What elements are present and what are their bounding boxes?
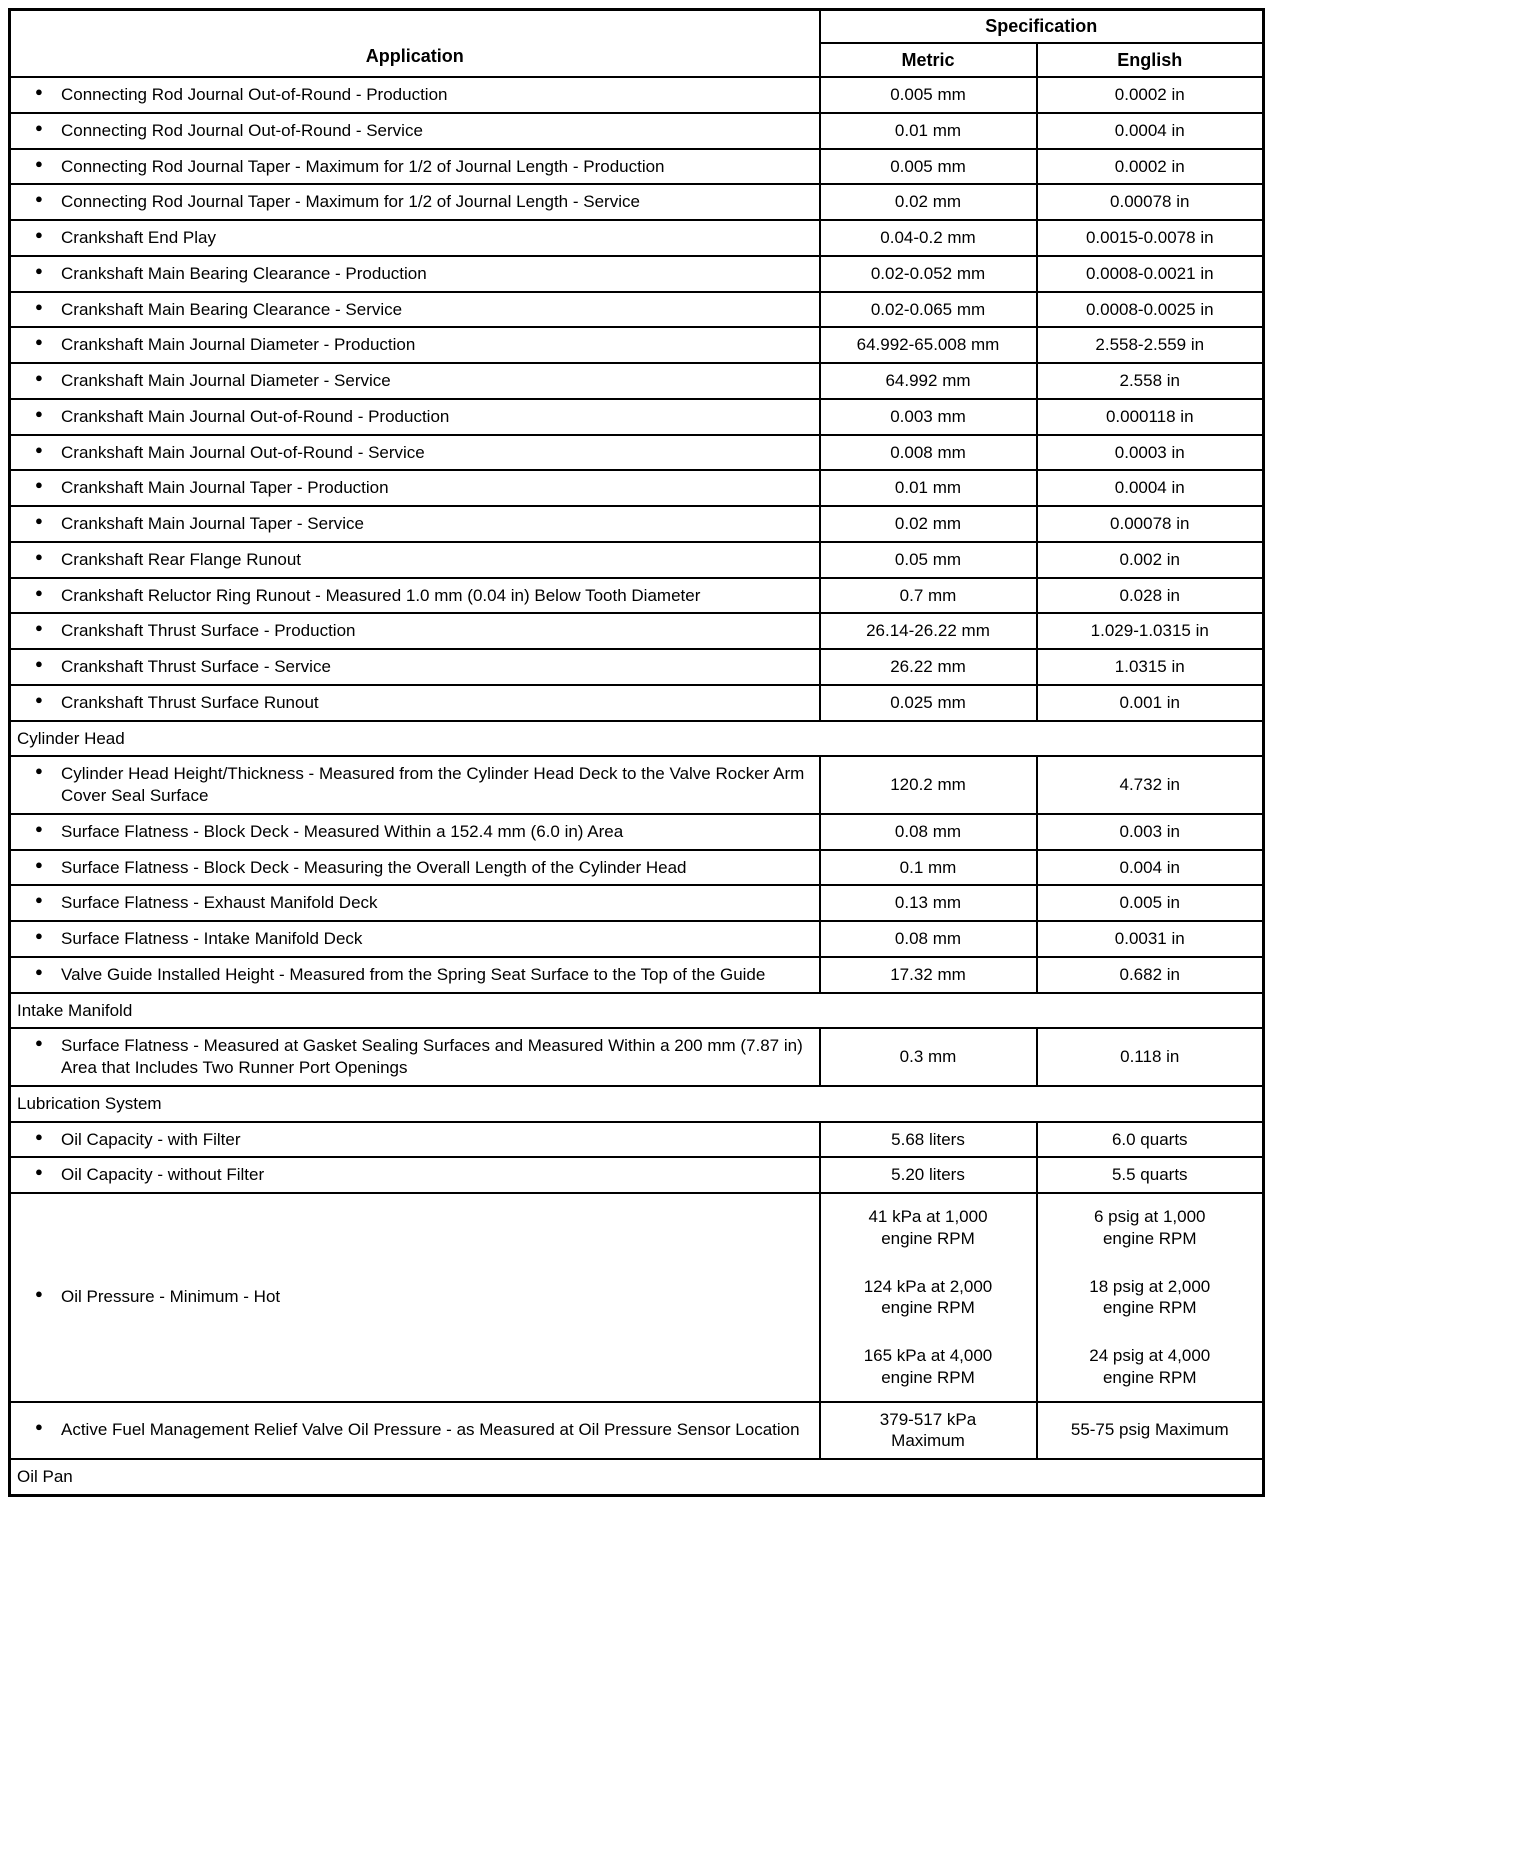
metric-value: 0.01 mm <box>894 120 962 140</box>
application-inner <box>33 763 809 807</box>
bullet-icon: ● <box>35 1128 43 1144</box>
bullet-icon: ● <box>35 548 43 564</box>
metric-value: 5.68 liters <box>891 1129 965 1149</box>
application-inner <box>33 406 809 428</box>
section-label: Lubrication System <box>10 1086 1264 1122</box>
spec-row <box>10 542 1264 578</box>
application-inner <box>33 263 809 285</box>
application-text: Connecting Rod Journal Out-of-Round - Service <box>61 120 423 140</box>
application-inner <box>33 334 809 356</box>
application-inner <box>33 620 809 642</box>
application-inner <box>33 1129 809 1151</box>
application-inner <box>33 928 809 950</box>
metric-cell <box>820 399 1037 435</box>
application-text: Valve Guide Installed Height - Measured from the Spring Seat Surface to the Top of the Guide <box>61 964 766 984</box>
application-inner <box>33 191 809 213</box>
english-value: 0.0031 in <box>1114 929 1185 949</box>
metric-value: 64.992 mm <box>885 371 971 391</box>
bullet-icon: ● <box>35 298 43 314</box>
english-cell <box>1037 113 1264 149</box>
english-cell <box>1037 850 1264 886</box>
spec-row <box>10 1193 1264 1402</box>
metric-cell <box>820 506 1037 542</box>
application-text: Crankshaft Main Bearing Clearance - Production <box>61 263 427 283</box>
english-cell <box>1037 1028 1264 1086</box>
english-cell <box>1037 756 1264 814</box>
metric-cell <box>820 256 1037 292</box>
spec-row <box>10 256 1264 292</box>
application-cell <box>10 957 820 993</box>
spec-row <box>10 756 1264 814</box>
english-value: 0.004 in <box>1119 857 1180 877</box>
metric-cell <box>820 220 1037 256</box>
metric-value: 0.02 mm <box>894 514 962 534</box>
application-cell <box>10 113 820 149</box>
application-inner <box>33 857 809 879</box>
english-value: 1.029-1.0315 in <box>1090 621 1209 641</box>
application-cell <box>10 470 820 506</box>
application-inner <box>33 1035 809 1079</box>
english-value: 0.0003 in <box>1114 442 1185 462</box>
application-text: Crankshaft Main Journal Taper - Production <box>61 478 389 498</box>
english-value: 4.732 in <box>1119 775 1180 795</box>
english-cell <box>1037 1402 1264 1460</box>
spec-row <box>10 1028 1264 1086</box>
english-cell <box>1037 685 1264 721</box>
application-inner <box>33 692 809 714</box>
english-cell <box>1037 814 1264 850</box>
metric-value: 0.08 mm <box>894 929 962 949</box>
application-cell <box>10 363 820 399</box>
english-value: 0.0002 in <box>1114 85 1185 105</box>
metric-cell <box>820 292 1037 328</box>
spec-row <box>10 506 1264 542</box>
english-value: 6 psig at 1,000 engine RPM <box>1093 1207 1206 1248</box>
application-cell <box>10 256 820 292</box>
bullet-icon: ● <box>35 1035 43 1051</box>
english-value: 0.0004 in <box>1114 478 1185 498</box>
application-cell <box>10 921 820 957</box>
section-label: Cylinder Head <box>10 721 1264 757</box>
application-text: Crankshaft End Play <box>61 228 216 248</box>
application-text: Oil Capacity - without Filter <box>61 1165 265 1185</box>
application-cell <box>10 578 820 614</box>
metric-cell <box>820 613 1037 649</box>
english-cell <box>1037 363 1264 399</box>
application-cell <box>10 814 820 850</box>
english-value: 0.0008-0.0021 in <box>1085 263 1214 283</box>
application-cell <box>10 220 820 256</box>
section-label: Oil Pan <box>10 1459 1264 1495</box>
metric-cell <box>820 1157 1037 1193</box>
spec-row <box>10 1402 1264 1460</box>
metric-value: 0.3 mm <box>899 1047 957 1067</box>
spec-row <box>10 113 1264 149</box>
english-cell <box>1037 77 1264 113</box>
metric-cell <box>820 470 1037 506</box>
application-inner <box>33 549 809 571</box>
metric-cell <box>820 184 1037 220</box>
spec-row <box>10 77 1264 113</box>
bullet-icon: ● <box>35 370 43 386</box>
spec-row <box>10 885 1264 921</box>
bullet-icon: ● <box>35 1286 43 1302</box>
section-row <box>10 721 1264 757</box>
english-value: 2.558-2.559 in <box>1095 335 1205 355</box>
bullet-icon: ● <box>35 262 43 278</box>
metric-value: 0.1 mm <box>899 857 957 877</box>
english-cell <box>1037 1157 1264 1193</box>
metric-value: 0.025 mm <box>890 692 966 712</box>
application-inner <box>33 1164 809 1186</box>
bullet-icon: ● <box>35 513 43 529</box>
column-header-specification: Specification <box>820 10 1264 44</box>
application-cell <box>10 1157 820 1193</box>
english-value: 18 psig at 2,000 engine RPM <box>1089 1276 1211 1318</box>
metric-cell <box>820 542 1037 578</box>
application-inner <box>33 299 809 321</box>
spec-row <box>10 685 1264 721</box>
specifications-table <box>8 8 1265 1497</box>
english-value: 0.0008-0.0025 in <box>1085 299 1214 319</box>
column-header-application: Application <box>10 10 820 78</box>
english-value: 0.00078 in <box>1110 192 1190 212</box>
english-cell <box>1037 435 1264 471</box>
english-cell <box>1037 578 1264 614</box>
english-cell <box>1037 921 1264 957</box>
spec-row <box>10 1122 1264 1158</box>
english-cell <box>1037 327 1264 363</box>
section-row <box>10 1459 1264 1495</box>
application-cell <box>10 184 820 220</box>
spec-row <box>10 613 1264 649</box>
application-text: Crankshaft Thrust Surface - Production <box>61 621 356 641</box>
application-text: Connecting Rod Journal Taper - Maximum for 1/2 of Journal Length - Service <box>61 192 640 212</box>
application-text: Crankshaft Main Bearing Clearance - Service <box>61 299 403 319</box>
english-cell <box>1037 220 1264 256</box>
application-cell <box>10 613 820 649</box>
english-cell <box>1037 399 1264 435</box>
metric-value: 0.003 mm <box>890 406 966 426</box>
bullet-icon: ● <box>35 1419 43 1435</box>
bullet-icon: ● <box>35 84 43 100</box>
application-inner <box>33 227 809 249</box>
application-inner <box>33 120 809 142</box>
spec-row <box>10 1157 1264 1193</box>
application-text: Cylinder Head Height/Thickness - Measured from the Cylinder Head Deck to the Valve Rocker Arm Cover Seal Surface <box>61 764 805 806</box>
metric-value: 64.992-65.008 mm <box>856 335 1000 355</box>
application-text: Surface Flatness - Intake Manifold Deck <box>61 929 363 949</box>
bullet-icon: ● <box>35 1164 43 1180</box>
spec-row <box>10 292 1264 328</box>
metric-value: 0.005 mm <box>890 156 966 176</box>
application-cell <box>10 685 820 721</box>
metric-value: 17.32 mm <box>890 964 966 984</box>
metric-value: 0.005 mm <box>890 85 966 105</box>
english-value: 0.682 in <box>1119 964 1180 984</box>
metric-cell <box>820 1193 1037 1402</box>
application-inner <box>33 477 809 499</box>
application-inner <box>33 964 809 986</box>
application-text: Crankshaft Main Journal Out-of-Round - Service <box>61 442 425 462</box>
english-value: 0.005 in <box>1119 893 1180 913</box>
metric-value: 0.7 mm <box>899 585 957 605</box>
section-row <box>10 993 1264 1029</box>
spec-row <box>10 470 1264 506</box>
bullet-icon: ● <box>35 155 43 171</box>
metric-value: 124 kPa at 2,000 engine RPM <box>863 1276 993 1318</box>
bullet-icon: ● <box>35 928 43 944</box>
application-cell <box>10 1193 820 1402</box>
english-value: 1.0315 in <box>1114 657 1185 677</box>
application-cell <box>10 850 820 886</box>
english-value: 0.003 in <box>1119 821 1180 841</box>
metric-cell <box>820 77 1037 113</box>
bullet-icon: ● <box>35 584 43 600</box>
application-inner <box>33 442 809 464</box>
metric-cell <box>820 363 1037 399</box>
application-text: Surface Flatness - Block Deck - Measuring the Overall Length of the Cylinder Head <box>61 857 687 877</box>
english-cell <box>1037 470 1264 506</box>
english-cell <box>1037 649 1264 685</box>
application-cell <box>10 149 820 185</box>
application-inner <box>33 821 809 843</box>
metric-cell <box>820 113 1037 149</box>
bullet-icon: ● <box>35 820 43 836</box>
bullet-icon: ● <box>35 892 43 908</box>
spec-row <box>10 921 1264 957</box>
metric-cell <box>820 1028 1037 1086</box>
metric-value: 379-517 kPa Maximum <box>879 1409 977 1451</box>
english-cell <box>1037 149 1264 185</box>
application-text: Active Fuel Management Relief Valve Oil Pressure - as Measured at Oil Pressure Sensor Location <box>61 1420 800 1440</box>
spec-row <box>10 649 1264 685</box>
application-text: Oil Capacity - with Filter <box>61 1129 241 1149</box>
column-header-metric: Metric <box>820 43 1037 77</box>
spec-row <box>10 220 1264 256</box>
application-text: Crankshaft Main Journal Diameter - Production <box>61 335 416 355</box>
application-cell <box>10 327 820 363</box>
application-cell <box>10 506 820 542</box>
english-value: 0.00078 in <box>1110 514 1190 534</box>
section-row <box>10 1086 1264 1122</box>
english-value: 0.0015-0.0078 in <box>1085 228 1214 248</box>
application-cell <box>10 399 820 435</box>
application-text: Crankshaft Main Journal Diameter - Service <box>61 371 391 391</box>
metric-value: 26.22 mm <box>890 657 966 677</box>
bullet-icon: ● <box>35 856 43 872</box>
bullet-icon: ● <box>35 656 43 672</box>
application-cell <box>10 649 820 685</box>
application-cell <box>10 1402 820 1460</box>
spec-row <box>10 184 1264 220</box>
english-value: 0.001 in <box>1119 692 1180 712</box>
metric-value: 165 kPa at 4,000 engine RPM <box>863 1346 993 1387</box>
metric-cell <box>820 850 1037 886</box>
metric-value: 26.14-26.22 mm <box>866 621 990 641</box>
bullet-icon: ● <box>35 963 43 979</box>
metric-value: 0.05 mm <box>894 549 962 569</box>
application-inner <box>33 892 809 914</box>
spec-row <box>10 399 1264 435</box>
metric-value: 0.02-0.065 mm <box>870 299 986 319</box>
bullet-icon: ● <box>35 405 43 421</box>
metric-value: 0.008 mm <box>890 442 966 462</box>
bullet-icon: ● <box>35 691 43 707</box>
metric-cell <box>820 756 1037 814</box>
english-cell <box>1037 1193 1264 1402</box>
metric-value: 0.02 mm <box>894 192 962 212</box>
application-cell <box>10 542 820 578</box>
application-text: Crankshaft Main Journal Out-of-Round - Production <box>61 406 450 426</box>
bullet-icon: ● <box>35 477 43 493</box>
application-text: Crankshaft Thrust Surface Runout <box>61 692 319 712</box>
application-inner <box>33 1419 809 1441</box>
spec-row <box>10 578 1264 614</box>
spec-row <box>10 363 1264 399</box>
metric-cell <box>820 885 1037 921</box>
application-inner <box>33 513 809 535</box>
application-text: Crankshaft Reluctor Ring Runout - Measured 1.0 mm (0.04 in) Below Tooth Diameter <box>61 585 701 605</box>
application-cell <box>10 1122 820 1158</box>
english-cell <box>1037 885 1264 921</box>
spec-table-body <box>10 77 1264 1495</box>
metric-cell <box>820 921 1037 957</box>
application-inner <box>33 656 809 678</box>
spec-row <box>10 957 1264 993</box>
application-text: Crankshaft Rear Flange Runout <box>61 549 302 569</box>
application-cell <box>10 885 820 921</box>
table-header <box>10 10 1264 78</box>
english-value: 0.118 in <box>1120 1047 1180 1067</box>
column-header-english: English <box>1037 43 1264 77</box>
application-inner <box>33 585 809 607</box>
application-text: Surface Flatness - Exhaust Manifold Deck <box>61 893 378 913</box>
english-cell <box>1037 292 1264 328</box>
application-cell <box>10 77 820 113</box>
english-value: 55-75 psig Maximum <box>1070 1420 1229 1440</box>
application-text: Crankshaft Thrust Surface - Service <box>61 657 331 677</box>
english-value: 0.0004 in <box>1114 120 1185 140</box>
application-cell <box>10 292 820 328</box>
english-value: 0.002 in <box>1119 549 1180 569</box>
english-cell <box>1037 613 1264 649</box>
metric-value: 41 kPa at 1,000 engine RPM <box>868 1207 988 1248</box>
bullet-icon: ● <box>35 119 43 135</box>
application-inner <box>33 1286 809 1308</box>
application-text: Surface Flatness - Block Deck - Measured Within a 152.4 mm (6.0 in) Area <box>61 821 624 841</box>
english-value: 5.5 quarts <box>1111 1165 1188 1185</box>
metric-cell <box>820 649 1037 685</box>
header-row-top <box>10 10 1264 44</box>
english-value: 0.000118 in <box>1105 406 1194 426</box>
english-value: 24 psig at 4,000 engine RPM <box>1089 1346 1211 1387</box>
english-cell <box>1037 542 1264 578</box>
metric-cell <box>820 1122 1037 1158</box>
english-cell <box>1037 256 1264 292</box>
section-label: Intake Manifold <box>10 993 1264 1029</box>
metric-value: 0.08 mm <box>894 821 962 841</box>
english-value: 2.558 in <box>1119 371 1180 391</box>
metric-value: 120.2 mm <box>890 775 966 795</box>
spec-row <box>10 850 1264 886</box>
metric-cell <box>820 957 1037 993</box>
bullet-icon: ● <box>35 763 43 779</box>
application-cell <box>10 435 820 471</box>
bullet-icon: ● <box>35 441 43 457</box>
application-inner <box>33 156 809 178</box>
english-value: 6.0 quarts <box>1111 1129 1188 1149</box>
bullet-icon: ● <box>35 191 43 207</box>
application-cell <box>10 1028 820 1086</box>
english-cell <box>1037 184 1264 220</box>
metric-cell <box>820 435 1037 471</box>
bullet-icon: ● <box>35 334 43 350</box>
application-text: Surface Flatness - Measured at Gasket Sealing Surfaces and Measured Within a 200 mm (7.87 in) Area that Includes Two Runner Port Openings <box>61 1036 803 1078</box>
english-value: 0.0002 in <box>1114 156 1185 176</box>
metric-value: 0.01 mm <box>894 478 962 498</box>
application-inner <box>33 370 809 392</box>
english-cell <box>1037 1122 1264 1158</box>
application-text: Crankshaft Main Journal Taper - Service <box>61 514 364 534</box>
bullet-icon: ● <box>35 227 43 243</box>
application-text: Connecting Rod Journal Taper - Maximum for 1/2 of Journal Length - Production <box>61 156 665 176</box>
metric-cell <box>820 814 1037 850</box>
english-cell <box>1037 506 1264 542</box>
application-cell <box>10 756 820 814</box>
metric-value: 0.04-0.2 mm <box>880 228 976 248</box>
metric-value: 5.20 liters <box>891 1165 965 1185</box>
metric-cell <box>820 149 1037 185</box>
metric-cell <box>820 1402 1037 1460</box>
metric-cell <box>820 578 1037 614</box>
spec-row <box>10 327 1264 363</box>
metric-value: 0.13 mm <box>894 893 962 913</box>
bullet-icon: ● <box>35 620 43 636</box>
spec-row <box>10 814 1264 850</box>
metric-value: 0.02-0.052 mm <box>870 263 986 283</box>
metric-cell <box>820 327 1037 363</box>
application-inner <box>33 84 809 106</box>
metric-cell <box>820 685 1037 721</box>
application-text: Connecting Rod Journal Out-of-Round - Production <box>61 85 448 105</box>
english-cell <box>1037 957 1264 993</box>
spec-row <box>10 435 1264 471</box>
english-value: 0.028 in <box>1119 585 1180 605</box>
spec-row <box>10 149 1264 185</box>
application-text: Oil Pressure - Minimum - Hot <box>61 1287 281 1307</box>
